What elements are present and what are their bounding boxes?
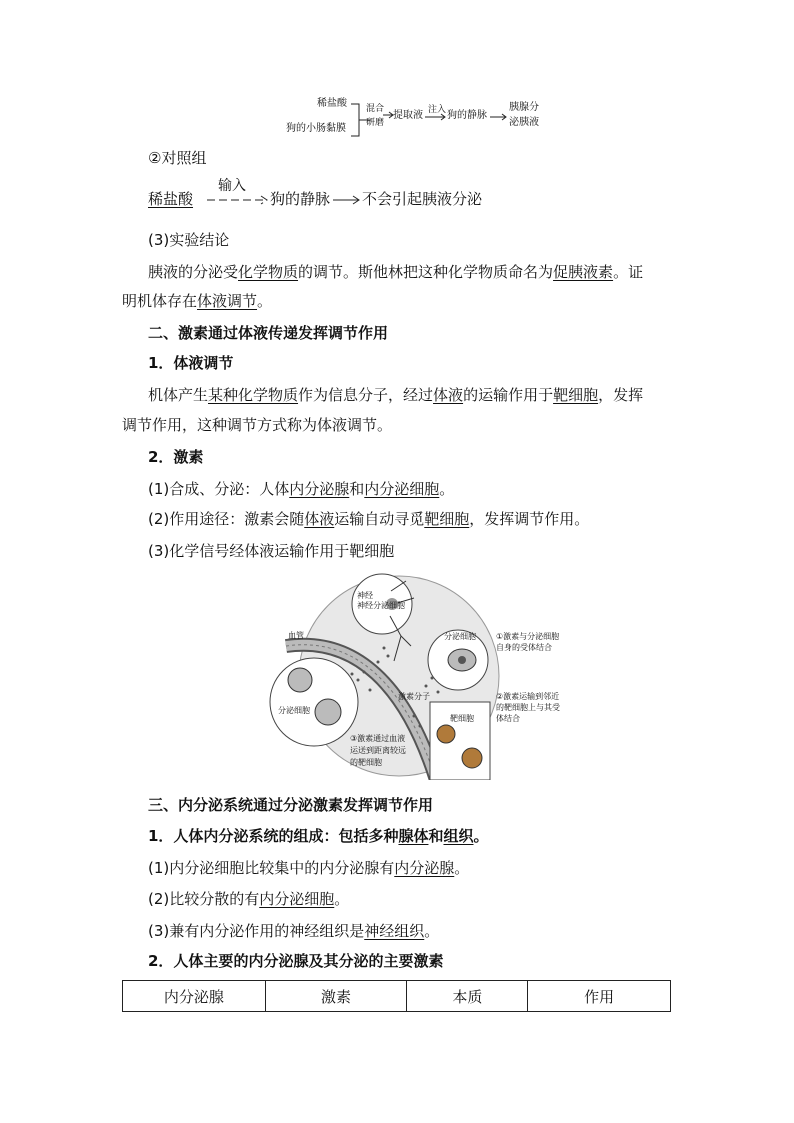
conclusion-paragraph-line1: [148, 261, 643, 283]
target-cell-label: 靶细胞: [450, 714, 474, 723]
text-span: ，发挥: [598, 386, 644, 404]
conclusion-paragraph-line2: [122, 290, 272, 312]
note2-line3: 体结合: [496, 714, 520, 723]
flow-vein: 狗的静脉: [447, 110, 487, 121]
text-span: 。: [424, 922, 440, 940]
table-header-function: 作用: [528, 981, 671, 1012]
note3-line2: 运送到距离较远: [350, 746, 406, 755]
hormone-signaling-figure: [266, 566, 560, 780]
flow-input-mucosa: 狗的小肠黏膜: [286, 123, 346, 134]
text-span: 胰液的分泌受: [148, 263, 239, 281]
neuro-label: 神经分泌细胞: [357, 601, 405, 610]
control-result: 不会引起胰液分泌: [362, 190, 483, 208]
text-span: (1)内分泌细胞比较集中的内分泌腺有: [148, 859, 395, 877]
section2-sub1: 1．体液调节: [148, 354, 234, 372]
flow-step-mix: 混合: [366, 104, 385, 114]
answer-endocrine-gland: 内分泌腺: [394, 859, 455, 877]
answer-body-fluid: 体液: [304, 510, 335, 528]
answer-secretin: 促胰液素: [553, 263, 614, 281]
humoral-definition-line1: [148, 384, 643, 406]
flow-step-grind: 研磨: [366, 118, 385, 128]
flow-inject-label: 注入: [428, 105, 447, 115]
section3-item3: [148, 920, 439, 942]
text-span: 运输自动寻觅: [334, 510, 425, 528]
secretory-cell-label-right: 分泌细胞: [444, 632, 476, 641]
arrow-icon: [333, 194, 361, 206]
text-span: 。证: [613, 263, 644, 281]
table-header-gland: 内分泌腺: [123, 981, 266, 1012]
answer-chemical: 化学物质: [238, 263, 299, 281]
section2-sub2: 2．激素: [148, 448, 204, 466]
answer-endocrine-cell: 内分泌细胞: [364, 480, 440, 498]
note1-line2: 自身的受体结合: [496, 643, 552, 652]
answer-target-cell: 靶细胞: [553, 386, 599, 404]
answer-nervous-tissue: 神经组织: [364, 922, 425, 940]
note3-line1: ③激素通过血液: [350, 734, 406, 743]
answer-humoral: 体液调节: [197, 292, 258, 310]
flow-result-2: 泌胰液: [509, 117, 539, 128]
hormone-molecule-label: 激素分子: [398, 692, 430, 701]
text-span: (2)比较分散的有: [148, 890, 260, 908]
control-vein: 狗的静脉: [270, 190, 331, 208]
text-span: (3)兼有内分泌作用的神经组织是: [148, 922, 365, 940]
text-span: 1．人体内分泌系统的组成：包括多种: [148, 827, 399, 845]
answer-endocrine-cell: 内分泌细胞: [259, 890, 335, 908]
text-span: 和: [349, 480, 365, 498]
neuro-label-1: 神经: [357, 591, 373, 600]
answer-tissues: 组织: [443, 827, 474, 845]
table-header-hormone: 激素: [265, 981, 407, 1012]
answer-target-cell: 靶细胞: [424, 510, 470, 528]
note2-line1: ②激素运输到邻近: [496, 692, 560, 701]
note2-line2: 的靶细胞上与其受: [496, 703, 560, 712]
secretory-cell-label-left: 分泌细胞: [278, 706, 310, 715]
section2-title: 二、激素通过体液传递发挥调节作用: [148, 324, 389, 342]
text-span: (1)合成、分泌：人体: [148, 480, 290, 498]
section3-item2: [148, 888, 349, 910]
note3-line3: 的靶细胞: [350, 758, 382, 767]
section3-item1: [148, 857, 469, 879]
text-span: 的运输作用于: [463, 386, 554, 404]
endocrine-table: [122, 980, 671, 1012]
flow-result-1: 胰腺分: [509, 102, 539, 113]
note1-line1: ①激素与分泌细胞: [496, 632, 560, 641]
control-group-heading: ②对照组: [148, 149, 207, 167]
text-span: 作为信息分子，经过: [298, 386, 434, 404]
flow-input-acid: 稀盐酸: [317, 98, 347, 109]
control-arrow-label: 输入: [218, 178, 246, 194]
section3-title: 三、内分泌系统通过分泌激素发挥调节作用: [148, 796, 434, 814]
conclusion-heading: (3)实验结论: [148, 231, 230, 249]
humoral-definition-line2: 调节作用，这种调节方式称为体液调节。: [122, 416, 393, 434]
text-span: 。: [334, 890, 350, 908]
text-span: ，发挥调节作用。: [469, 510, 590, 528]
vessel-label: 血管: [288, 631, 304, 640]
text-span: 明机体存在: [122, 292, 198, 310]
section3-sub2: 2．人体主要的内分泌腺及其分泌的主要激素: [148, 952, 444, 970]
arrow-icon: [207, 194, 269, 206]
answer-gland: 内分泌腺: [289, 480, 350, 498]
hormone-item1: [148, 478, 454, 500]
table-header-row: [123, 981, 671, 1012]
text-span: 。: [257, 292, 273, 310]
control-acid: 稀盐酸: [148, 190, 194, 208]
answer-glands: 腺体: [398, 827, 429, 845]
text-span: 和: [428, 827, 444, 845]
arrow-icon: [425, 112, 447, 122]
flow-product: 提取液: [393, 110, 423, 121]
text-span: 。: [454, 859, 470, 877]
answer-body-fluid: 体液: [433, 386, 464, 404]
arrow-icon: [490, 112, 508, 122]
text-span: 。: [473, 827, 489, 845]
text-span: 。: [439, 480, 455, 498]
hormone-item2: [148, 508, 589, 530]
text-span: 机体产生: [148, 386, 209, 404]
text-span: 的调节。斯他林把这种化学物质命名为: [298, 263, 554, 281]
text-span: (2)作用途径：激素会随: [148, 510, 305, 528]
answer-substance: 某种化学物质: [208, 386, 299, 404]
hormone-item3: (3)化学信号经体液运输作用于靶细胞: [148, 542, 395, 560]
section3-sub1: [148, 825, 489, 847]
table-header-nature: 本质: [407, 981, 528, 1012]
